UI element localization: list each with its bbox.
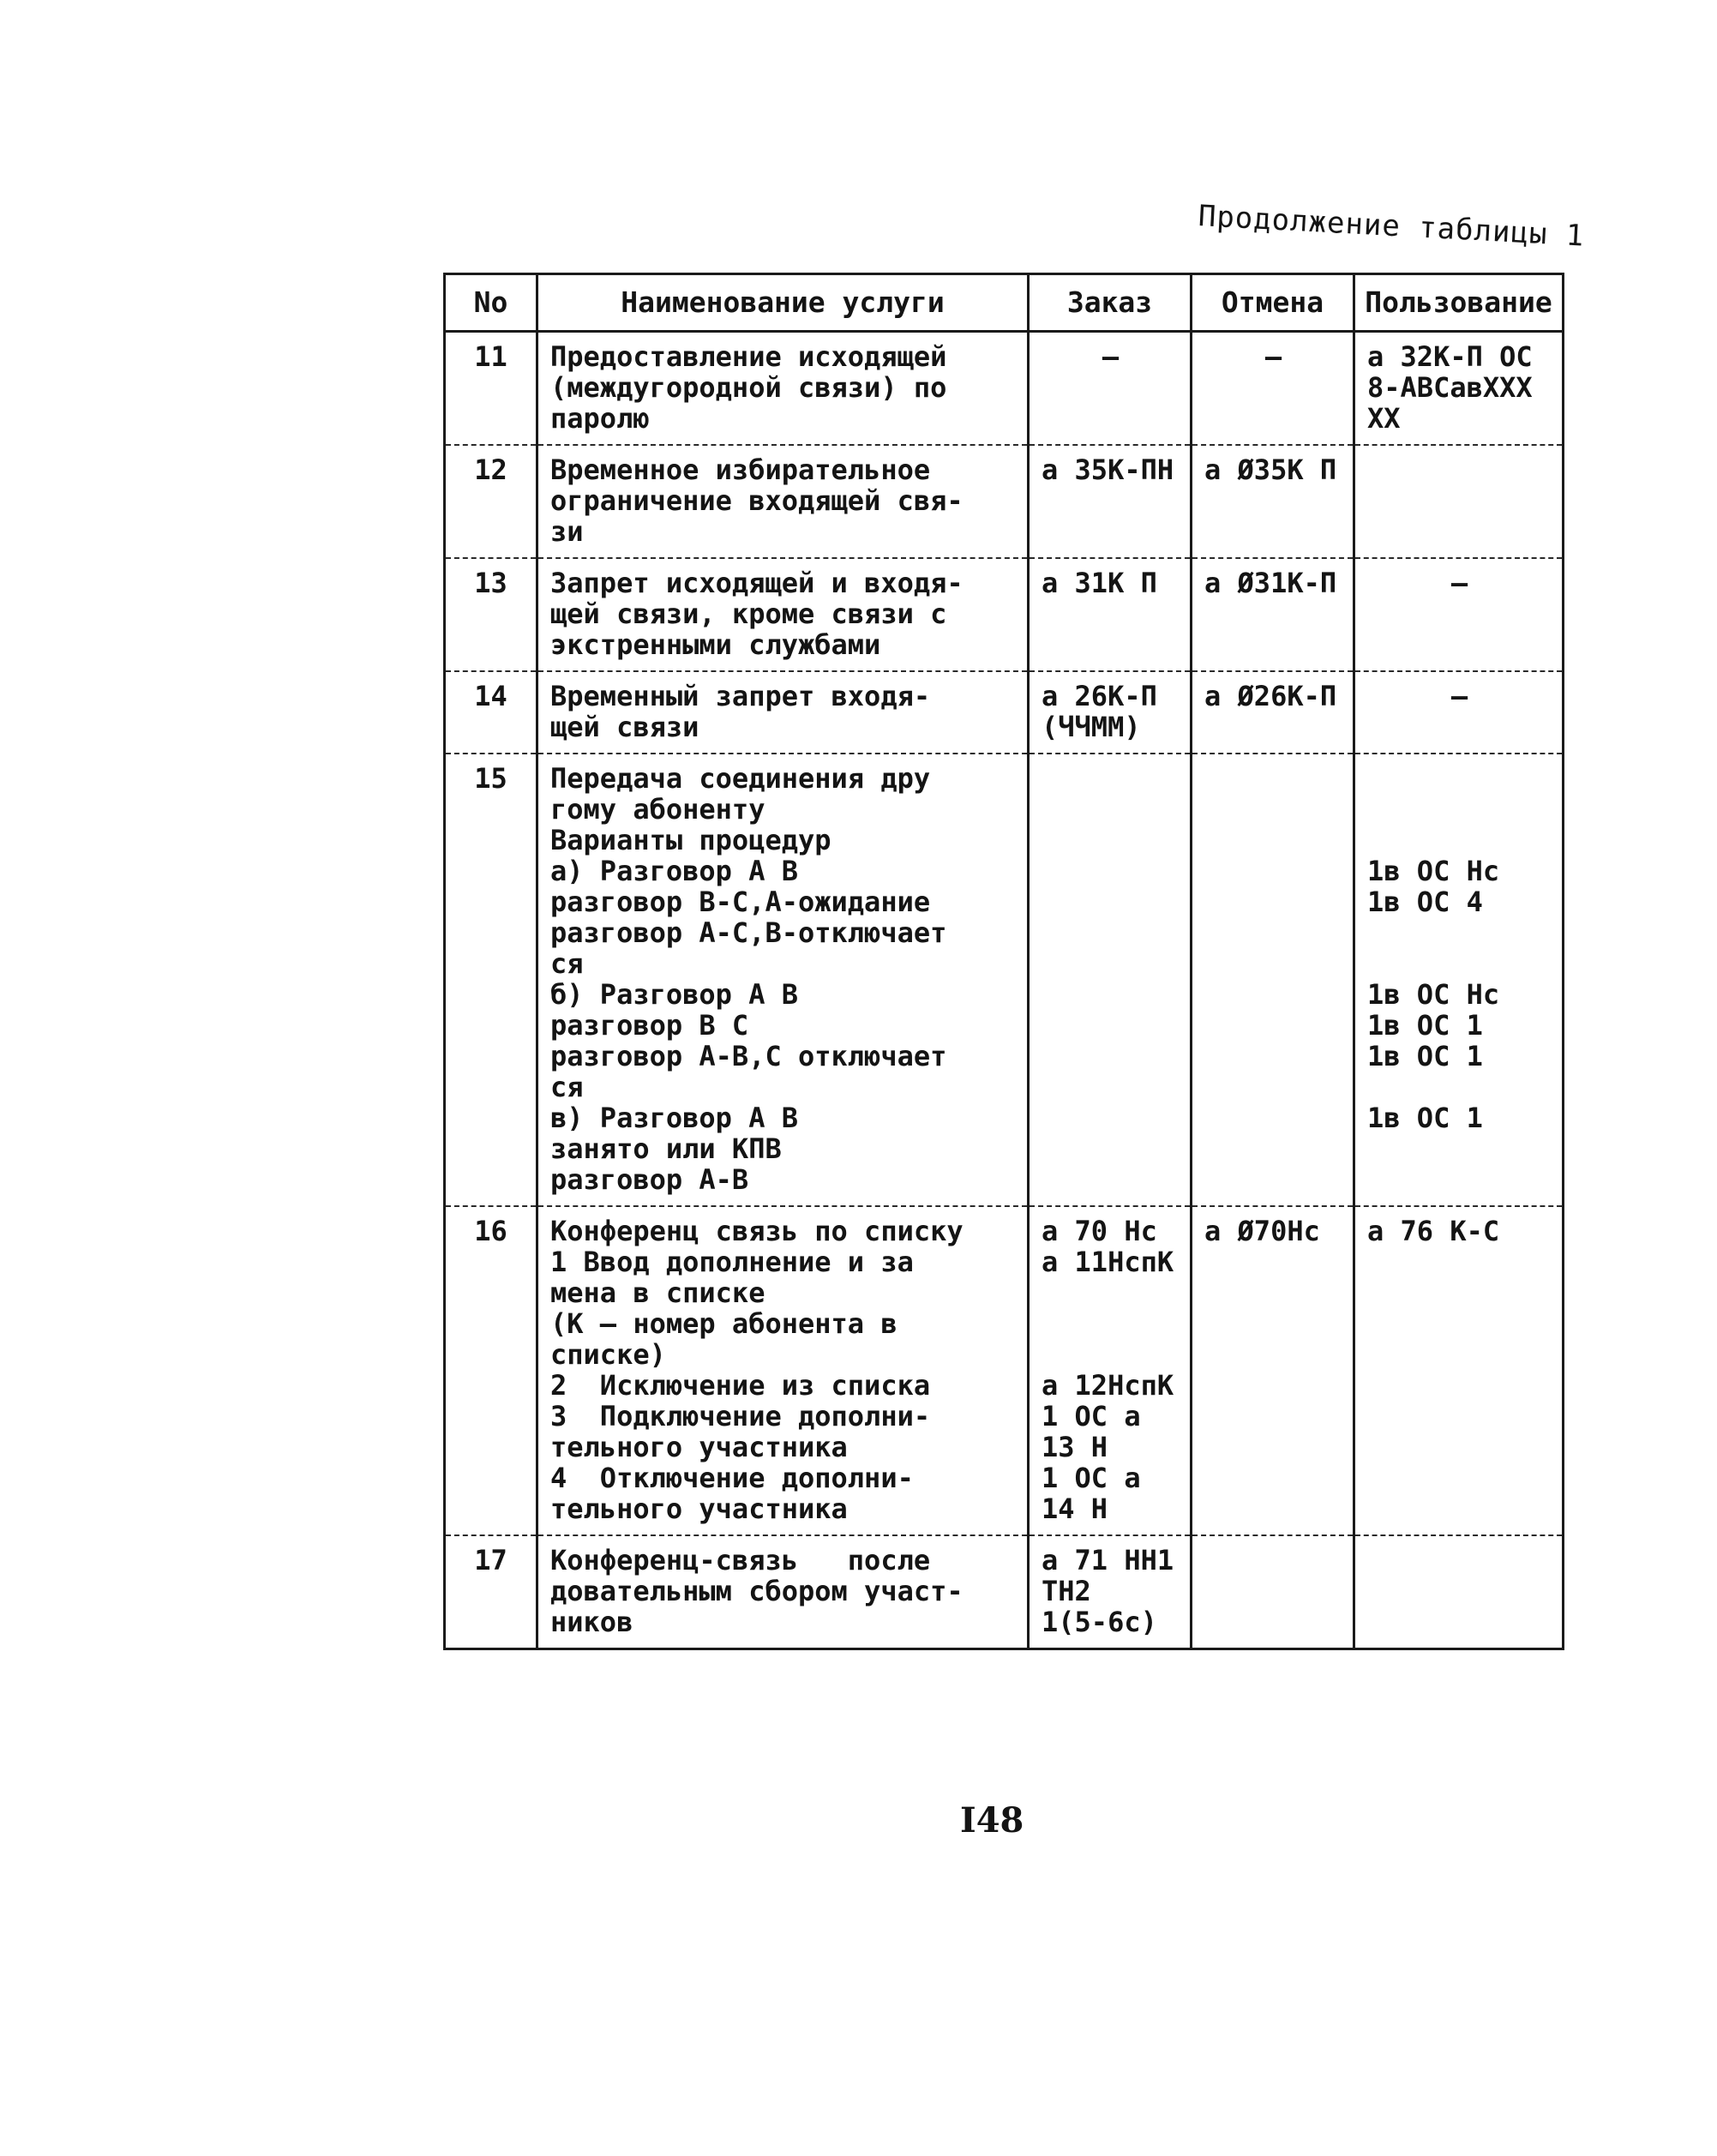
use-line: 1в ОС 1 [1367, 1009, 1483, 1042]
table-header-row [445, 274, 1564, 332]
name-line: разговор В С [550, 1009, 749, 1042]
name-line: (междугородной связи) по [550, 371, 947, 404]
name-line: Временный запрет входя- [550, 680, 931, 712]
use-line: 1в ОС 4 [1367, 886, 1483, 918]
table-row [445, 558, 1564, 671]
name-line: разговор В-С,А-ожидание [550, 886, 931, 918]
order-line: – [1102, 340, 1120, 373]
use-line: 8-ABCавXXX [1367, 371, 1533, 404]
cancel-code-cell [1192, 1206, 1354, 1535]
name-line: разговор А-В [550, 1163, 749, 1196]
name-line: экстренными службами [550, 628, 881, 661]
cancel-line: а Ø70Нс [1204, 1215, 1320, 1247]
name-line: списке) [550, 1338, 666, 1371]
table-row [445, 671, 1564, 754]
use-code-cell [1354, 445, 1564, 558]
use-line [1367, 794, 1552, 825]
order-line: (ЧЧММ) [1042, 711, 1141, 743]
name-line: 4 Отключение дополни- [550, 1462, 914, 1494]
name-line: мена в списке [550, 1276, 765, 1309]
order-line: а 35К-ПН [1042, 453, 1174, 486]
use-line [1367, 825, 1552, 856]
name-line: ограничение входящей свя- [550, 484, 964, 517]
use-code-cell [1354, 671, 1564, 754]
order-code-cell [1029, 1206, 1192, 1535]
order-line: а 70 Нс [1042, 1215, 1157, 1247]
row-number: 14 [445, 671, 537, 754]
name-line: разговор А-В,С отключает [550, 1040, 947, 1072]
name-line: Передача соединения дру [550, 762, 931, 795]
use-code-cell [1354, 1535, 1564, 1649]
name-line: 3 Подключение дополни- [550, 1400, 931, 1432]
name-line: Варианты процедур [550, 824, 831, 856]
header-cancel: Отмена [1192, 274, 1354, 332]
use-code-cell [1354, 754, 1564, 1206]
order-code-cell [1029, 445, 1192, 558]
order-code-cell [1029, 332, 1192, 446]
row-number: 11 [445, 332, 537, 446]
name-line: тельного участника [550, 1431, 848, 1463]
use-line: а 32К-П ОС [1367, 340, 1533, 373]
name-line: б) Разговор А В [550, 978, 798, 1011]
row-number: 17 [445, 1535, 537, 1649]
order-line: 1 ОС а [1042, 1400, 1141, 1432]
name-line: Предоставление исходящей [550, 340, 947, 373]
header-use: Пользование [1354, 274, 1564, 332]
order-code-cell [1029, 1535, 1192, 1649]
name-line: 2 Исключение из списка [550, 1369, 931, 1402]
name-line: Конференц связь по списку [550, 1215, 964, 1247]
name-line: ников [550, 1606, 633, 1638]
use-code-cell [1354, 332, 1564, 446]
name-line: паролю [550, 402, 650, 435]
name-line: (К – номер абонента в [550, 1307, 898, 1340]
row-number: 15 [445, 754, 537, 1206]
order-line [1042, 1277, 1180, 1308]
use-line [1367, 763, 1552, 794]
service-name-cell [537, 754, 1029, 1206]
order-line [1042, 1339, 1180, 1370]
header-service-name: Наименование услуги [537, 274, 1029, 332]
row-number: 12 [445, 445, 537, 558]
use-line: 1в ОС 1 [1367, 1040, 1483, 1072]
name-line: в) Разговор А В [550, 1102, 798, 1134]
table-row [445, 445, 1564, 558]
order-code-cell [1029, 754, 1192, 1206]
name-line: довательным сбором участ- [550, 1575, 964, 1607]
cancel-code-cell [1192, 1535, 1354, 1649]
page-number: I48 [960, 1800, 1024, 1841]
use-line: 1в ОС Нс [1367, 978, 1500, 1011]
service-name-cell [537, 558, 1029, 671]
cancel-line: а Ø31К-П [1204, 567, 1337, 599]
order-line: а 26К-П [1042, 680, 1157, 712]
table-row [445, 1535, 1564, 1649]
use-line: а 76 К-С [1367, 1215, 1500, 1247]
table-row [445, 754, 1564, 1206]
use-line [1367, 917, 1552, 948]
name-line: гому абоненту [550, 793, 765, 826]
cancel-line: а Ø35К П [1204, 453, 1337, 486]
name-line: Временное избирательное [550, 453, 931, 486]
name-line: щей связи, кроме связи с [550, 598, 947, 630]
name-line: Запрет исходящей и входя- [550, 567, 964, 599]
service-name-cell [537, 332, 1029, 446]
use-line [1367, 1072, 1552, 1102]
table-row [445, 332, 1564, 446]
row-number: 16 [445, 1206, 537, 1535]
use-line: 1в ОС Нс [1367, 855, 1500, 887]
cancel-code-cell [1192, 558, 1354, 671]
cancel-code-cell [1192, 754, 1354, 1206]
use-line: – [1450, 567, 1468, 599]
name-line: 1 Ввод дополнение и за [550, 1246, 914, 1278]
cancel-code-cell [1192, 671, 1354, 754]
use-code-cell [1354, 558, 1564, 671]
name-line: а) Разговор А В [550, 855, 798, 887]
service-name-cell [537, 1535, 1029, 1649]
service-name-cell [537, 445, 1029, 558]
order-line: 1(5-6с) [1042, 1606, 1157, 1638]
service-name-cell [537, 671, 1029, 754]
order-code-cell [1029, 671, 1192, 754]
order-line: а 12НспК [1042, 1369, 1174, 1402]
order-line: а 71 НН1 [1042, 1544, 1174, 1576]
name-line: занято или КПВ [550, 1132, 782, 1165]
name-line: щей связи [550, 711, 699, 743]
use-line: 1в ОС 1 [1367, 1102, 1483, 1134]
order-line: 1 ОС а [1042, 1462, 1141, 1494]
name-line: зи [550, 515, 584, 548]
table-row [445, 1206, 1564, 1535]
header-no: No [445, 274, 537, 332]
order-code-cell [1029, 558, 1192, 671]
use-line [1367, 948, 1552, 979]
name-line: разговор А-С,В-отключает [550, 916, 947, 949]
table-continuation-caption: Продолжение таблицы 1 [1197, 199, 1586, 254]
cancel-line: а Ø26К-П [1204, 680, 1337, 712]
name-line: Конференц-связь после [550, 1544, 931, 1576]
order-line: 13 Н [1042, 1431, 1108, 1463]
name-line: ся [550, 947, 584, 980]
order-line: а 31К П [1042, 567, 1157, 599]
cancel-line: – [1264, 340, 1282, 373]
row-number: 13 [445, 558, 537, 671]
services-table [443, 273, 1564, 1650]
use-line: – [1450, 680, 1468, 712]
order-line [1042, 1308, 1180, 1339]
use-line: XX [1367, 402, 1401, 435]
header-order: Заказ [1029, 274, 1192, 332]
name-line: тельного участника [550, 1492, 848, 1525]
use-code-cell [1354, 1206, 1564, 1535]
cancel-code-cell [1192, 332, 1354, 446]
name-line: ся [550, 1071, 584, 1103]
service-name-cell [537, 1206, 1029, 1535]
order-line: 14 Н [1042, 1492, 1108, 1525]
order-line: а 11НспК [1042, 1246, 1174, 1278]
order-line: ТН2 [1042, 1575, 1091, 1607]
cancel-code-cell [1192, 445, 1354, 558]
